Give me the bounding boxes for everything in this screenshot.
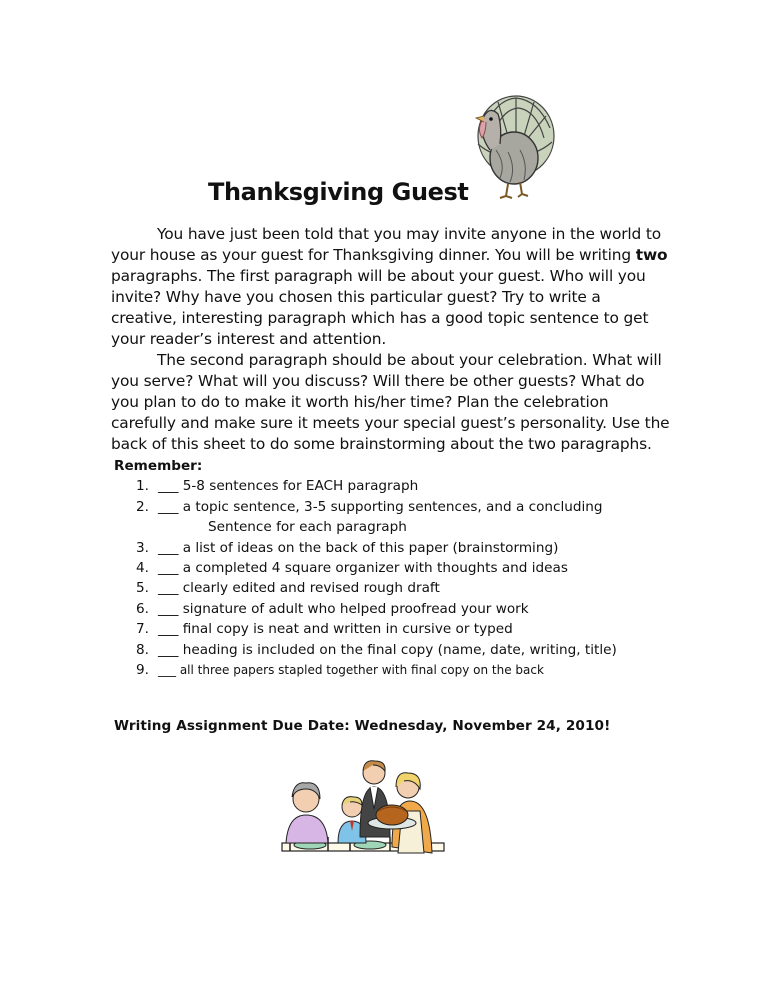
remember-heading: Remember:: [114, 458, 203, 474]
checklist-item: 3. ___ a list of ideas on the back of this paper (brainstorming): [136, 539, 559, 556]
checklist-item: 1. ___ 5-8 sentences for EACH paragraph: [136, 478, 419, 495]
instructions-paragraph-1: You have just been told that you may invite anyone in the world to your house as your guest for Thanksgiving dinner. You will be writing two paragraphs. The first paragraph will be about your guest. Who will you invite? Why have you chosen this particular guest? Try to write a creative, interesting paragraph which has a good topic sentence to get your reader’s interest and attention.: [111, 225, 668, 348]
checklist-item: 5. ___ clearly edited and revised rough draft: [136, 580, 440, 597]
page-title: Thanksgiving Guest: [208, 178, 469, 206]
checklist-item: 2. ___ a topic sentence, 3-5 supporting sentences, and a concluding Sentence for each paragraph: [136, 498, 603, 536]
checklist-item: 4. ___ a completed 4 square organizer with thoughts and ideas: [136, 560, 568, 577]
instructions: [111, 224, 671, 455]
remember-checklist: [114, 456, 674, 680]
checklist-item: 8. ___ heading is included on the final copy (name, date, writing, title): [136, 641, 617, 658]
checklist-item: 9. ___ all three papers stapled together with final copy on the back: [136, 662, 544, 679]
family-dinner-clipart: [280, 757, 446, 875]
due-date: Writing Assignment Due Date: Wednesday, November 24, 2010!: [114, 718, 611, 734]
checklist-item: 6. ___ signature of adult who helped proofread your work: [136, 600, 529, 617]
instructions-paragraph-2: The second paragraph should be about your celebration. What will you serve? What will you discuss? Will there be other guests? What do you plan to do to make it worth his/her time? Plan the celebration carefully and make sure it meets your special guest’s personality. Use the back of this sheet to do some brainstorming about the two paragraphs.: [111, 351, 670, 453]
checklist-item: 7. ___ final copy is neat and written in cursive or typed: [136, 621, 513, 638]
turkey-clipart: [464, 92, 556, 200]
